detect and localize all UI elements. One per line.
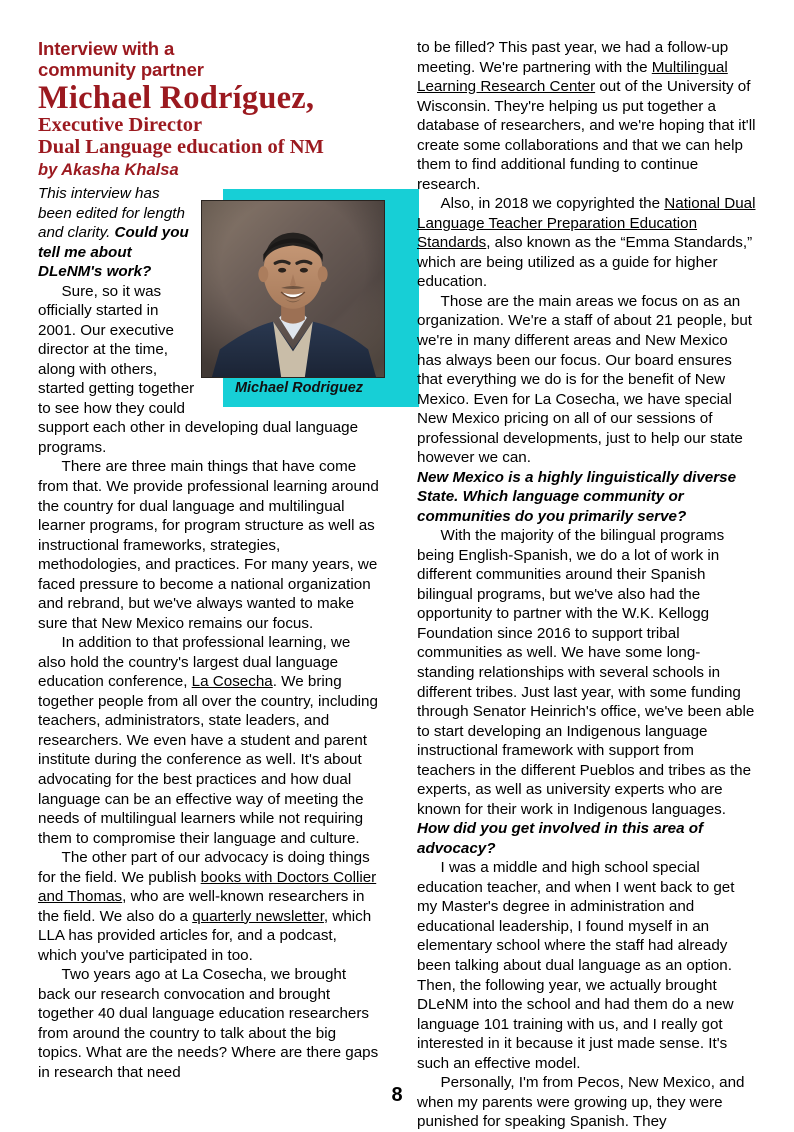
lede-text: This interview has been edited for length and clarity.	[38, 185, 185, 242]
link-multilingual-learning-research-center[interactable]: Multilingual Learning Research Center	[417, 58, 728, 96]
page-title: Michael Rodríguez,	[38, 79, 315, 116]
page-number: 8	[391, 1084, 403, 1106]
subhead	[38, 115, 379, 158]
right-column	[417, 38, 756, 1132]
p4-part-c: , which LLA has provided articles for, and a podcast, which you've participated in too.	[38, 907, 372, 964]
interview-question-3: How did you get involved in this area of advocacy?	[417, 820, 704, 857]
portrait-figure	[201, 189, 397, 407]
photo-teal-frame	[223, 189, 419, 407]
subhead-line-2: Dual Language education of NM	[38, 136, 324, 159]
r2-part-b: , also known as the “Emma Standards,” which are being utilized as a guide for higher education.	[417, 234, 753, 291]
body-paragraph-1: Sure, so it was officially started in 2001. Our executive director at the time, along with others, started getting together to see how they could support each other in developing dual language programs.	[38, 282, 359, 456]
photo-caption: Michael Rodriguez	[234, 380, 364, 397]
body-paragraph-11: Personally, I'm from Pecos, New Mexico, and when my parents were growing up, they were punished for speaking Spanish. They	[417, 1074, 745, 1131]
body-paragraph-5: Two years ago at La Cosecha, we brought back our research convocation and brought together 40 dual language education researchers from around the country to talk about the big topics. What are the needs? Where are there gaps in research that need	[38, 966, 379, 1081]
r1-part-b: out of the University of Wisconsin. They're helping us put together a database of researchers, and we're hoping that it'll create some collaborations and that we can help them to find additional funding to continue research.	[417, 78, 756, 193]
body-paragraph-10: I was a middle and high school special education teacher, and when I went back to get my Master's degree in administration and educational leadership, I found myself in an elementary school where the staff had already been talking about dual language as an option. Then, the following year, we actually brought DLeNM into the school and had them do a new language 101 training with us, and I really got interested in it because it just made sense. It's such an effective model.	[417, 859, 735, 1072]
r2-part-a: Also, in 2018 we copyrighted the	[440, 195, 665, 213]
p4-part-a: The other part of our advocacy is doing things for the field. We publish	[38, 849, 370, 886]
body-paragraph-9: With the majority of the bilingual programs being English-Spanish, we do a lot of work in different communities around their Spanish bilingual programs, but we've also had the opportunity to partner with the W.K. Kellogg Foundation since 2016 to support tribal communities as well. We have some long-standing relationships with several schools in different tribes. Just last year, with some funding through Senator Heinrich's office, we've been able to start developing an Indigenous language instructional framework with support from teachers in the different Pueblos and tribes as the experts, as well as university experts who are known for their work in Indigenous languages.	[417, 527, 755, 818]
body-paragraph-8: Those are the main areas we focus on as an organization. We're a staff of about 21 people, but we're in many different areas and New Mexico has always been our focus. Our board ensures that everything we do is for the benefit of New Mexico. Even for La Cosecha, we have special New Mexico pricing on all of our sessions of professional developments, just to help our state however we can.	[417, 292, 753, 467]
r1-part-a: to be filled? This past year, we had a follow-up meeting. We're partnering with the	[417, 39, 729, 76]
body-paragraph-3	[38, 633, 379, 848]
interview-question-1: Could you tell me about DLeNM's work?	[38, 224, 189, 281]
body-paragraph-7	[417, 194, 756, 292]
body-paragraph-4	[38, 848, 379, 965]
p3-part-b: . We bring together people from all over the country, including teachers, administrators, state leaders, and researchers. We even have a student and parent institute during the conference as well. It's about advocating for the best practices and how dual language can be an effective way of meeting the needs of multilingual learners while not requiring them to compromise their language and culture.	[38, 673, 378, 847]
interview-question-2: New Mexico is a highly linguistically diverse State. Which language community or communities do you primarily serve?	[417, 468, 737, 525]
masthead	[38, 38, 379, 181]
portrait-photo	[201, 200, 385, 378]
byline: by Akasha Khalsa	[38, 160, 179, 179]
left-column	[38, 38, 379, 1082]
link-books-collier-thomas[interactable]: books with Doctors Collier and Thomas	[38, 868, 377, 906]
link-la-cosecha[interactable]: La Cosecha	[191, 673, 273, 691]
body-paragraph-6	[417, 38, 756, 194]
p3-part-a: In addition to that professional learning, we also hold the country's largest dual language education conference,	[38, 634, 351, 691]
p4-part-b: , who are well-known researchers in the field. We also do a	[38, 888, 365, 925]
kicker-line-1: Interview with a	[38, 38, 175, 59]
subhead-line-1: Executive Director	[38, 114, 203, 137]
body-paragraph-2: There are three main things that have come from that. We provide professional learning around the country for dual language and multilingual learner programs, for program structure as well as instructional frameworks, strategies, methodologies, and practices. For many years, we faced pressure to become a national organization and rebrand, but we've always wanted to make sure that New Mexico remains our focus.	[38, 458, 379, 632]
kicker-line-2: community partner	[38, 59, 204, 81]
link-national-dual-language-standards[interactable]: National Dual Language Teacher Preparation Education Standards	[417, 195, 756, 252]
kicker	[38, 38, 379, 81]
link-quarterly-newsletter[interactable]: quarterly newsletter	[192, 907, 324, 925]
